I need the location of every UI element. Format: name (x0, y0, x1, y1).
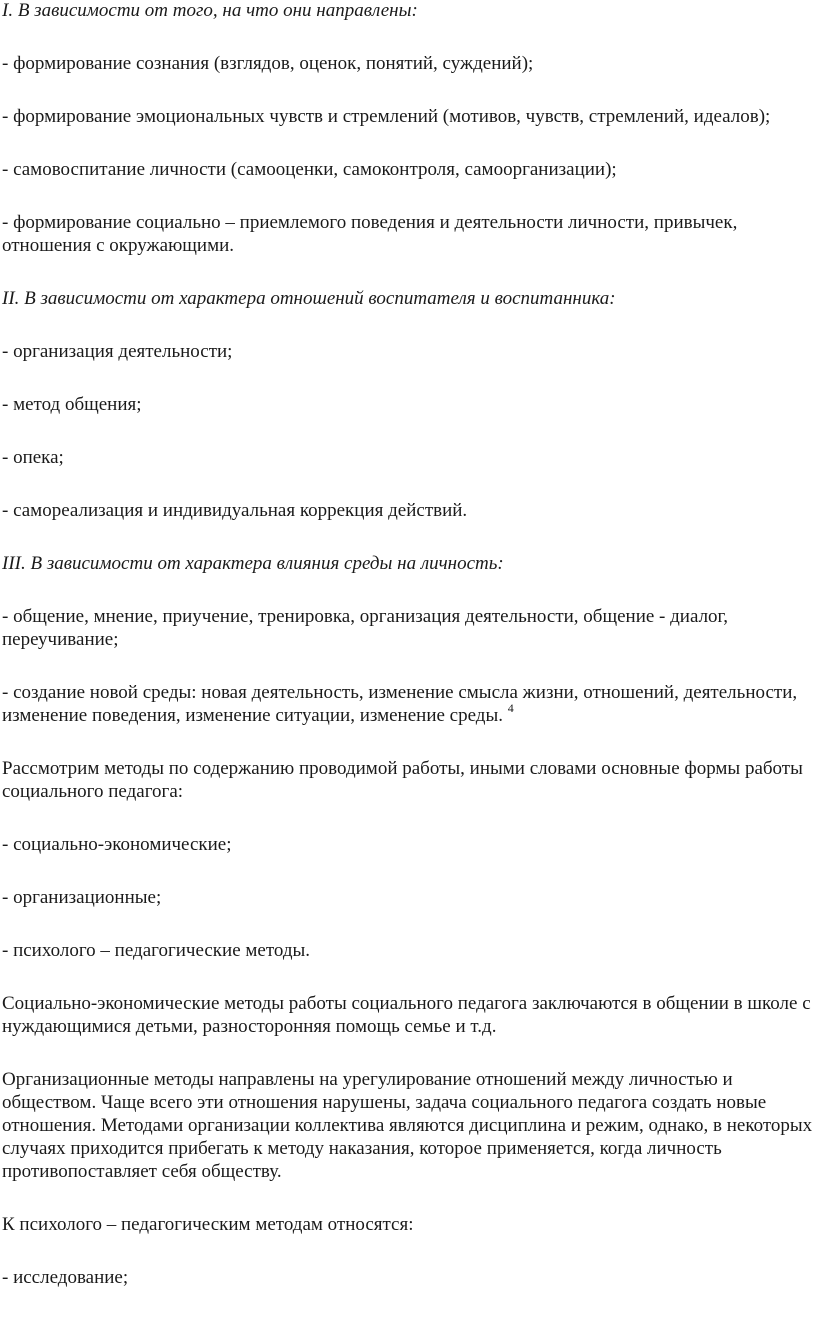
body-paragraph: Социально-экономические методы работы социального педагога заключаются в общении в школе с нуждающимися детьми, разносторонняя помощь семье и т.д. (2, 993, 811, 1037)
list-item: - исследование; (2, 1267, 129, 1288)
footnote-reference[interactable]: 4 (507, 700, 514, 715)
section-heading-2: II. В зависимости от характера отношений воспитателя и воспитанника: (2, 288, 616, 309)
list-item-text: - создание новой среды: новая деятельность, изменение смысла жизни, отношений, деятельности, изменение поведения, изменение ситуации, изменение среды. (2, 682, 798, 726)
list-item: - формирование эмоциональных чувств и стремлений (мотивов, чувств, стремлений, идеалов); (2, 106, 771, 127)
list-item: - организация деятельности; (2, 341, 233, 362)
body-paragraph: Организационные методы направлены на урегулирование отношений между личностью и обществом. Чаще всего эти отношения нарушены, задача социального педагога создать новые отношения. Методами организации коллектива являются дисциплина и режим, однако, в некоторых случаях приходится прибегать к методу наказания, которое применяется, когда личность противопоставляет себя обществу. (2, 1069, 813, 1182)
section-heading-3: III. В зависимости от характера влияния среды на личность: (2, 553, 504, 574)
list-item: - метод общения; (2, 394, 142, 415)
list-item-with-footnote (2, 681, 816, 727)
list-item: - психолого – педагогические методы. (2, 940, 311, 961)
list-item: - социально-экономические; (2, 834, 232, 855)
list-item: - самовоспитание личности (самооценки, самоконтроля, самоорганизации); (2, 159, 617, 180)
list-item: - общение, мнение, приучение, тренировка, организация деятельности, общение - диалог, переучивание; (2, 606, 728, 650)
section-heading-1: I. В зависимости от того, на что они направлены: (2, 0, 418, 21)
body-paragraph: Рассмотрим методы по содержанию проводимой работы, иными словами основные формы работы социального педагога: (2, 758, 803, 802)
body-paragraph: К психолого – педагогическим методам относятся: (2, 1214, 414, 1235)
list-item: - формирование сознания (взглядов, оценок, понятий, суждений); (2, 53, 534, 74)
list-item: - организационные; (2, 887, 162, 908)
list-item: - формирование социально – приемлемого поведения и деятельности личности, привычек, отношения с окружающими. (2, 212, 738, 256)
list-item: - самореализация и индивидуальная коррекция действий. (2, 500, 468, 521)
list-item: - опека; (2, 447, 64, 468)
